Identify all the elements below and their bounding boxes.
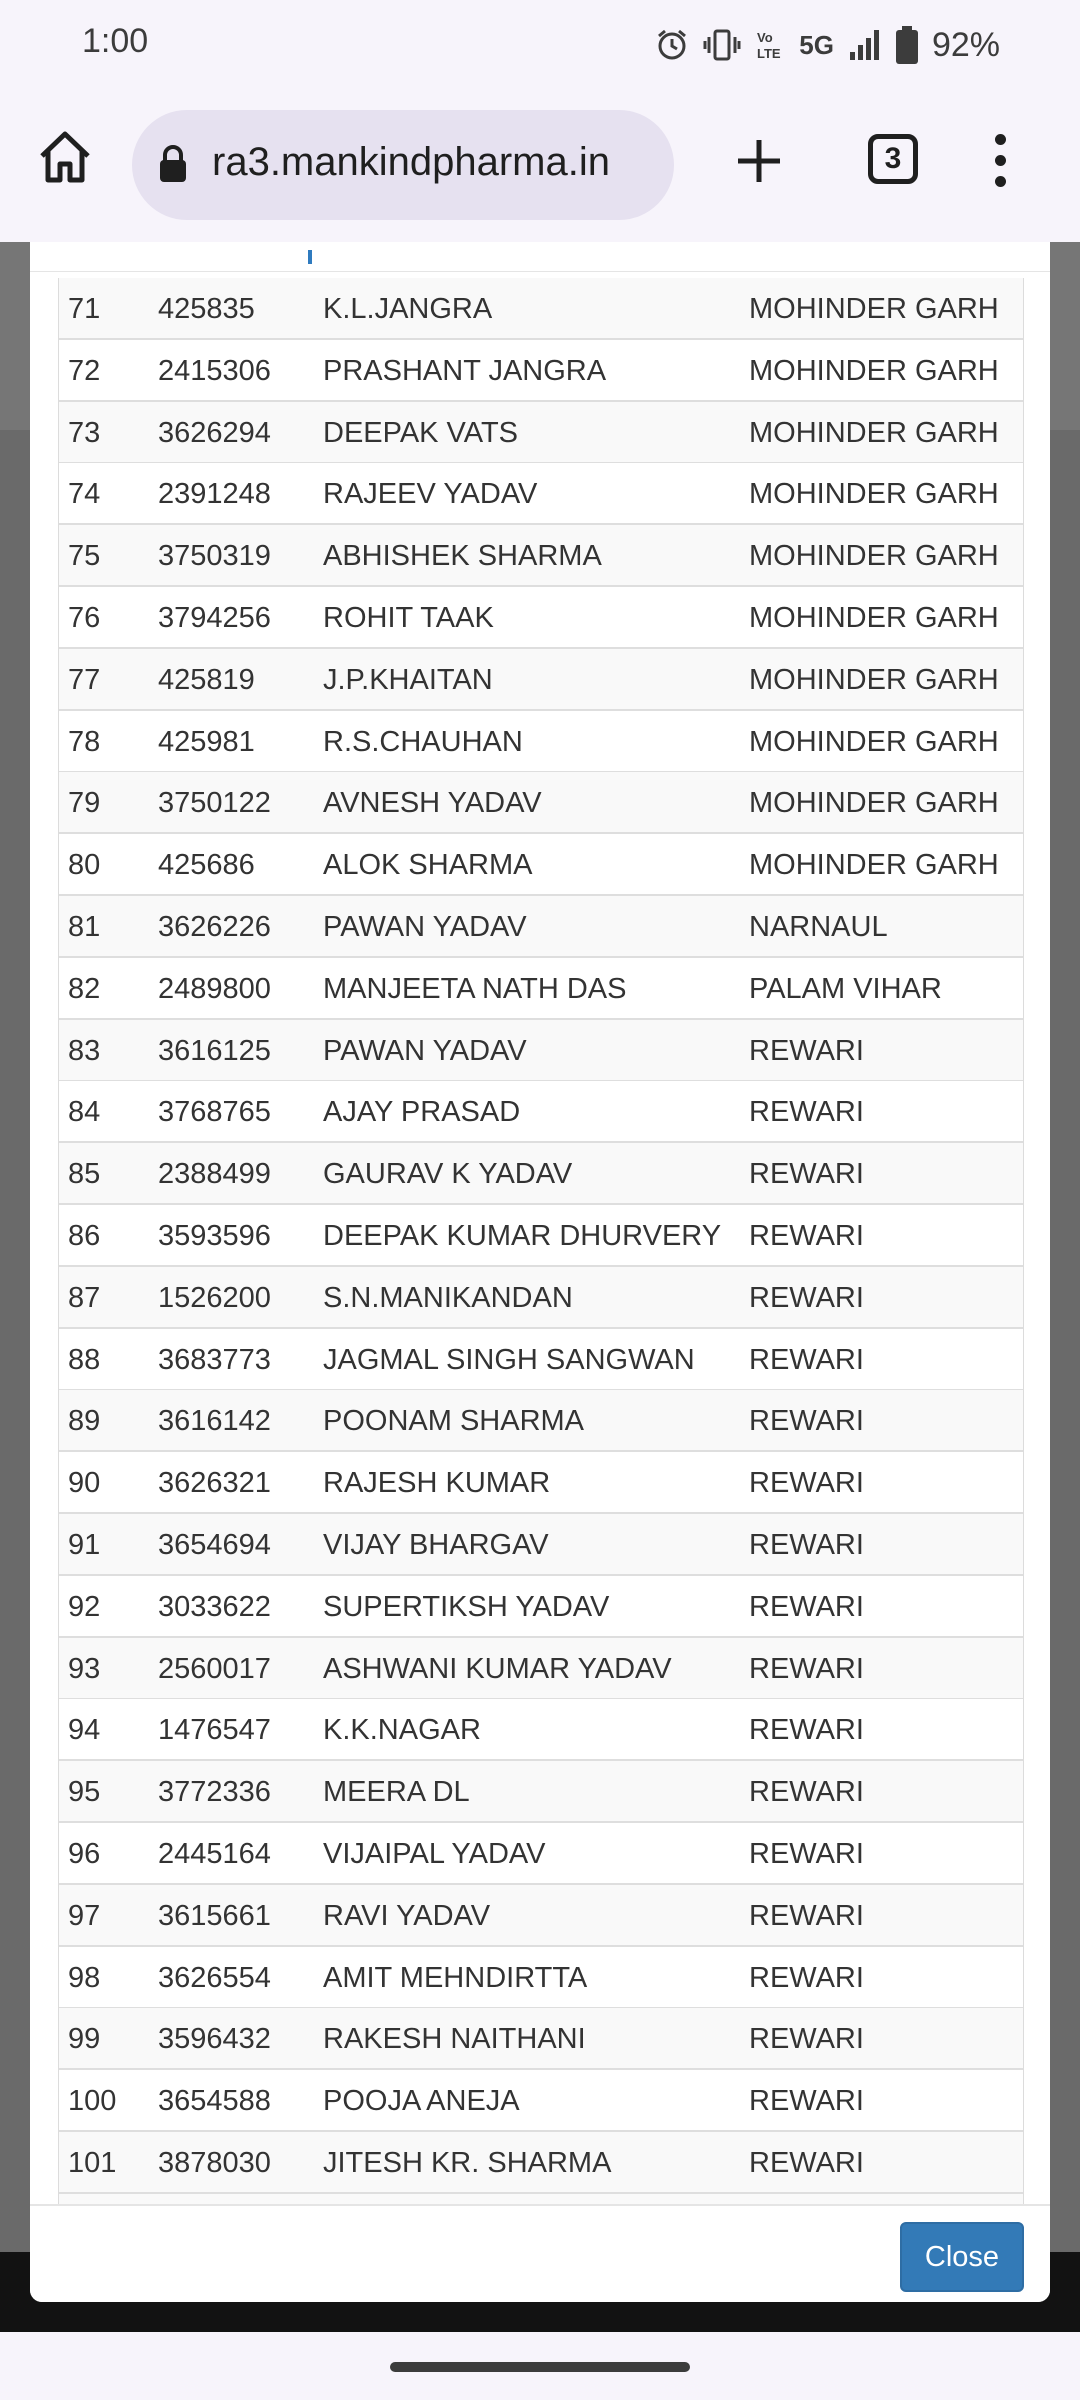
vibrate-icon: [703, 28, 741, 62]
employee-name: J.P.KHAITAN: [323, 663, 493, 696]
headquarter: REWARI: [749, 1838, 864, 1870]
headquarter: REWARI: [749, 1096, 864, 1129]
table-row: [59, 1823, 1024, 1885]
employee-name: POONAM SHARMA: [323, 1405, 585, 1438]
row-number: 71: [68, 293, 101, 325]
employee-code: 3772336: [158, 1776, 271, 1809]
table-row: [59, 1329, 1024, 1391]
table-row: [59, 402, 1024, 464]
row-number: 81: [68, 911, 101, 943]
employee-code: 425686: [158, 849, 255, 882]
employee-code: 425819: [158, 663, 255, 696]
headquarter: REWARI: [749, 1158, 864, 1191]
table-row: [59, 340, 1024, 402]
kebab-dot-icon: [995, 155, 1006, 166]
employee-name: RAKESH NAITHANI: [323, 2023, 586, 2056]
headquarter: MOHINDER GARH: [749, 787, 999, 820]
employee-name: MANJEETA NATH DAS: [323, 972, 627, 1005]
lock-icon: [158, 144, 188, 184]
tab-switcher-button[interactable]: 3: [868, 134, 918, 184]
employee-code: 3033622: [158, 1590, 271, 1623]
employee-code: 2415306: [158, 354, 271, 387]
table-row: [59, 1576, 1024, 1638]
employee-code: 2489800: [158, 972, 271, 1005]
table-row: [59, 649, 1024, 711]
row-number: 77: [68, 663, 101, 696]
row-number: 80: [68, 849, 101, 882]
headquarter: NARNAUL: [749, 911, 888, 943]
employee-name: RAJESH KUMAR: [323, 1467, 551, 1500]
employee-code: 3654694: [158, 1529, 271, 1561]
employee-code: 3626554: [158, 1961, 271, 1994]
headquarter: REWARI: [749, 1652, 864, 1685]
svg-text:LTE: LTE: [757, 46, 781, 61]
employee-name: AMIT MEHNDIRTTA: [323, 1961, 588, 1994]
table-row: [59, 587, 1024, 649]
headquarter: REWARI: [749, 1281, 864, 1314]
svg-text:Vo: Vo: [757, 30, 773, 45]
page-backdrop-left: [0, 430, 30, 2252]
table-row: [59, 1143, 1024, 1205]
headquarter: PALAM VIHAR: [749, 972, 942, 1005]
row-number: 84: [68, 1096, 101, 1129]
volte-icon: [755, 28, 785, 62]
row-number: 101: [68, 2147, 117, 2179]
table-row: [59, 1081, 1024, 1143]
employee-code: 3750319: [158, 540, 271, 573]
table-row: [59, 958, 1024, 1020]
table-row: [59, 278, 1024, 340]
employee-name: VIJAIPAL YADAV: [323, 1838, 546, 1870]
home-gesture-handle[interactable]: [390, 2362, 690, 2372]
headquarter: REWARI: [749, 2023, 864, 2056]
headquarter: REWARI: [749, 1776, 864, 1809]
employee-code: 425981: [158, 725, 255, 758]
table-row: [59, 463, 1024, 525]
employee-name: DEEPAK VATS: [323, 416, 518, 449]
row-number: 88: [68, 1343, 101, 1376]
battery-percent: 92%: [931, 25, 1000, 64]
employee-code: 3750122: [158, 787, 271, 820]
row-number: 89: [68, 1405, 101, 1438]
network-type: 5G: [799, 29, 834, 60]
table-row: [59, 2194, 1024, 2204]
modal-dialog: [30, 242, 1050, 2302]
headquarter: REWARI: [749, 1220, 864, 1252]
headquarter: MOHINDER GARH: [749, 416, 999, 449]
employee-name: ROHIT TAAK: [323, 602, 494, 634]
employee-code: 3616125: [158, 1034, 271, 1067]
employee-code: 2388499: [158, 1158, 271, 1191]
headquarter: REWARI: [749, 1590, 864, 1623]
employee-name: RAVI YADAV: [323, 1899, 491, 1932]
employee-name: AJAY PRASAD: [323, 1096, 521, 1129]
employee-name: S.N.MANIKANDAN: [323, 1281, 573, 1314]
more-menu-button[interactable]: [990, 134, 1010, 188]
employee-code: 1526200: [158, 1281, 271, 1314]
employee-code: 3683773: [158, 1343, 271, 1376]
modal-header-edge: [30, 242, 1050, 272]
employee-code: 3596432: [158, 2023, 271, 2056]
table-row: [59, 711, 1024, 773]
url-text: ra3.mankindpharma.in: [212, 140, 610, 184]
modal-footer: [30, 2204, 1050, 2302]
employee-code: 3593596: [158, 1220, 271, 1252]
employee-name: AVNESH YADAV: [323, 787, 542, 820]
header-accent: [308, 250, 312, 264]
employee-name: DEEPAK KUMAR DHURVERY: [323, 1220, 722, 1252]
address-bar[interactable]: [132, 110, 674, 220]
employee-name: ABHISHEK SHARMA: [323, 540, 602, 573]
employee-name: SUPERTIKSH YADAV: [323, 1590, 610, 1623]
row-number: 75: [68, 540, 101, 573]
row-number: 78: [68, 725, 101, 758]
table-row: [59, 1452, 1024, 1514]
row-number: 91: [68, 1529, 101, 1561]
page-backdrop-right: [1050, 430, 1080, 2252]
employee-name: RAJEEV YADAV: [323, 478, 538, 511]
employee-name: JITESH KR. SHARMA: [323, 2147, 612, 2179]
employee-name: K.K.NAGAR: [323, 1714, 481, 1747]
employee-code: 3615661: [158, 1899, 271, 1932]
table-row: [59, 1514, 1024, 1576]
close-button[interactable]: Close: [900, 2222, 1024, 2292]
employee-name: PAWAN YADAV: [323, 1034, 527, 1067]
row-number: 82: [68, 972, 101, 1005]
row-number: 86: [68, 1220, 101, 1252]
employee-name: ALOK SHARMA: [323, 849, 533, 882]
table-row: [59, 2070, 1024, 2132]
employee-name: K.L.JANGRA: [323, 293, 493, 325]
employee-table[interactable]: [58, 278, 1024, 2204]
headquarter: REWARI: [749, 1529, 864, 1561]
employee-code: 3794256: [158, 602, 271, 634]
employee-code: 2445164: [158, 1838, 271, 1870]
headquarter: REWARI: [749, 1034, 864, 1067]
row-number: 98: [68, 1961, 101, 1994]
table-row: [59, 1020, 1024, 1082]
alarm-icon: [655, 28, 689, 62]
table-row: [59, 1205, 1024, 1267]
employee-name: POOJA ANEJA: [323, 2085, 520, 2118]
row-number: 96: [68, 1838, 101, 1870]
employee-name: R.S.CHAUHAN: [323, 725, 523, 758]
kebab-dot-icon: [995, 134, 1006, 145]
row-number: 94: [68, 1714, 101, 1747]
row-number: 73: [68, 416, 101, 449]
battery-icon: [896, 26, 918, 64]
table-row: [59, 896, 1024, 958]
headquarter: MOHINDER GARH: [749, 293, 999, 325]
row-number: 74: [68, 478, 101, 511]
row-number: 97: [68, 1899, 101, 1932]
browser-toolbar: [0, 90, 1080, 242]
table-row: [59, 1390, 1024, 1452]
employee-code: 2560017: [158, 1652, 271, 1685]
headquarter: REWARI: [749, 1961, 864, 1994]
headquarter: REWARI: [749, 1343, 864, 1376]
headquarter: MOHINDER GARH: [749, 725, 999, 758]
employee-code: 3878030: [158, 2147, 271, 2179]
employee-code: 1476547: [158, 1714, 271, 1747]
row-number: 92: [68, 1590, 101, 1623]
employee-name: ASHWANI KUMAR YADAV: [323, 1652, 672, 1685]
headquarter: REWARI: [749, 1899, 864, 1932]
headquarter: MOHINDER GARH: [749, 663, 999, 696]
status-time: 1:00: [82, 22, 149, 60]
headquarter: REWARI: [749, 2085, 864, 2118]
table-row: [59, 1638, 1024, 1700]
employee-name: PAWAN YADAV: [323, 911, 527, 943]
row-number: 79: [68, 787, 101, 820]
headquarter: MOHINDER GARH: [749, 540, 999, 573]
row-number: 83: [68, 1034, 101, 1067]
home-icon: [36, 128, 94, 186]
headquarter: MOHINDER GARH: [749, 849, 999, 882]
employee-name: MEERA DL: [323, 1776, 470, 1809]
home-button[interactable]: [36, 128, 94, 186]
kebab-dot-icon: [995, 176, 1006, 187]
table-row: [59, 1267, 1024, 1329]
status-icons: [655, 22, 1000, 68]
table-row: [59, 1947, 1024, 2009]
headquarter: REWARI: [749, 1405, 864, 1438]
employee-name: PRASHANT JANGRA: [323, 354, 607, 387]
table-row: [59, 834, 1024, 896]
table-row: [59, 1885, 1024, 1947]
headquarter: MOHINDER GARH: [749, 602, 999, 634]
table-row: [59, 1699, 1024, 1761]
table-row: [59, 2132, 1024, 2194]
headquarter: REWARI: [749, 1467, 864, 1500]
employee-code: 3654588: [158, 2085, 271, 2118]
employee-code: 3616142: [158, 1405, 271, 1438]
employee-code: 425835: [158, 293, 255, 325]
row-number: 76: [68, 602, 101, 634]
employee-code: 3768765: [158, 1096, 271, 1129]
employee-name: VIJAY BHARGAV: [323, 1529, 549, 1561]
employee-code: 3626226: [158, 911, 271, 943]
status-bar: [0, 0, 1080, 90]
headquarter: REWARI: [749, 1714, 864, 1747]
row-number: 93: [68, 1652, 101, 1685]
signal-icon: [848, 28, 882, 62]
row-number: 72: [68, 354, 101, 387]
new-tab-button[interactable]: [734, 136, 784, 191]
headquarter: REWARI: [749, 2147, 864, 2179]
headquarter: MOHINDER GARH: [749, 354, 999, 387]
employee-name: GAURAV K YADAV: [323, 1158, 573, 1191]
table-row: [59, 772, 1024, 834]
row-number: 95: [68, 1776, 101, 1809]
table-row: [59, 2008, 1024, 2070]
row-number: 100: [68, 2085, 117, 2118]
row-number: 99: [68, 2023, 101, 2056]
employee-code: 3626321: [158, 1467, 271, 1500]
table-row: [59, 1761, 1024, 1823]
employee-name: JAGMAL SINGH SANGWAN: [323, 1343, 695, 1376]
row-number: 87: [68, 1281, 101, 1314]
row-number: 90: [68, 1467, 101, 1500]
table-row: [59, 525, 1024, 587]
headquarter: MOHINDER GARH: [749, 478, 999, 511]
plus-icon: [734, 136, 784, 186]
row-number: 85: [68, 1158, 101, 1191]
employee-code: 2391248: [158, 478, 271, 511]
employee-code: 3626294: [158, 416, 271, 449]
